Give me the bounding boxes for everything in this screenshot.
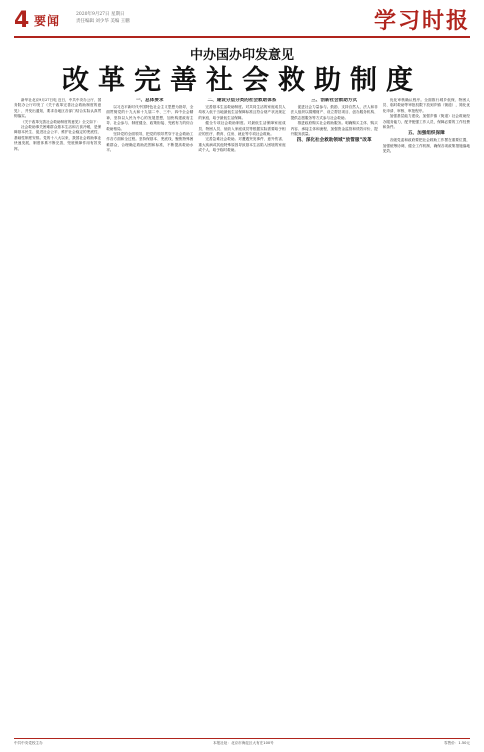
subheading: 三、创新社会救助方式 xyxy=(311,98,358,103)
paragraph: 推进政府购买社会救助服务。明确购买主体、购买内容、承接主体和流程，加强资金监管和绩效评价，提升服务质量。 xyxy=(290,121,378,137)
page-number: 4 xyxy=(14,8,30,33)
paragraph: 优化审核确认程序。全面推行城乡低保、特困人员、临时救助等审批权限下放到乡镇（街道），简化优化申请、审核、审批程序。 xyxy=(382,98,470,113)
paragraph: 健全专项社会救助制度。对最低生活保障家庭成员、特困人员、低收入家庭成员等根据实际需要给予相应的医疗、教育、住房、就业等专项社会救助。 xyxy=(198,121,286,137)
section-name: 要闻 xyxy=(34,14,61,28)
paragraph: 加强基层能力建设。加强乡镇（街道）社会救助经办服务能力，配齐配强工作人员，保障必要的工作经费和条件。 xyxy=(382,114,470,130)
paragraph: 完善基本生活救助制度。对共同生活的家庭成员人均收入低于当地最低生活保障标准且符合财产状况规定的家庭，给予最低生活保障。 xyxy=(198,105,286,120)
issue-date: 2020年9月27日 星期日 xyxy=(76,12,125,17)
paragraph: 坚持党的全面领导，把党的领导贯穿于社会救助工作各方面和全过程。坚持保基本、兜底线，聚焦特殊困难群众，合理确定救助范围和标准，不断提高救助水平。 xyxy=(106,132,194,153)
paragraph: 各级党委和政府要把社会救助工作摆在重要位置，加强统筹协调，健全工作机制，确保各项政策措施落地见效。 xyxy=(382,138,470,154)
editor-line: 责任编辑 刘少华 美编 王鹏 xyxy=(76,19,130,24)
article-kicker: 中办国办印发意见 xyxy=(189,48,294,63)
paragraph: 社会救助事关困难群众基本生活和衣食冷暖，是保障基本民生、促进社会公平、维护社会稳定的兜底性、基础性制度安排。党的十八大以来，我国社会救助事业快速发展，制度体系不断完善，兜底保障作用有效发挥。 xyxy=(14,125,102,151)
article-body xyxy=(14,98,470,730)
footer-left: 中共中央党校主办 xyxy=(14,740,43,745)
footer-address: 本报社址：北京市海淀区大有庄100号 xyxy=(213,740,274,745)
paragraph: 《关于改革完善社会救助制度的意见》全文如下： xyxy=(21,119,101,124)
footer-price: 零售价：1.50元 xyxy=(444,740,470,745)
page-header xyxy=(14,8,470,38)
paragraph: 以习近平新时代中国特色社会主义思想为指导，全面贯彻党的十九大和十九届二中、三中、四中全会精神，坚持以人民为中心的发展思想，加快构建政府主导、社会参与、制度健全、政策衔接、兜底有力的综合救助格局。 xyxy=(106,105,194,131)
masthead: 学习时报 xyxy=(373,8,470,34)
subheading: 一、总体要求 xyxy=(135,98,164,103)
article-headline: 改革完善社会救助制度 xyxy=(62,65,422,96)
page-footer xyxy=(14,738,470,747)
paragraph: 新华社北京9月27日电 近日，中共中央办公厅、国务院办公厅印发了《关于改革完善社会救助制度的意见》，并发出通知，要求各地区各部门结合实际认真贯彻落实。 xyxy=(14,98,102,119)
subheading: 四、深化社会救助领域“放管服”改革 xyxy=(296,138,372,144)
subheading: 二、建设分层分类的社会救助体系 xyxy=(207,98,277,103)
subheading: 五、加强组织保障 xyxy=(407,131,445,137)
paragraph: 完善急难社会救助。对遭遇突发事件、意外伤害、重大疾病或其他特殊原因导致基本生活陷入困境的家庭或个人，给予临时救助。 xyxy=(198,137,286,153)
paragraph: 促进社会力量参与。鼓励、支持自然人、法人和非法人组织以捐赠财产、设立帮扶项目、创办服务机构、提供志愿服务等方式参与社会救助。 xyxy=(290,105,378,120)
